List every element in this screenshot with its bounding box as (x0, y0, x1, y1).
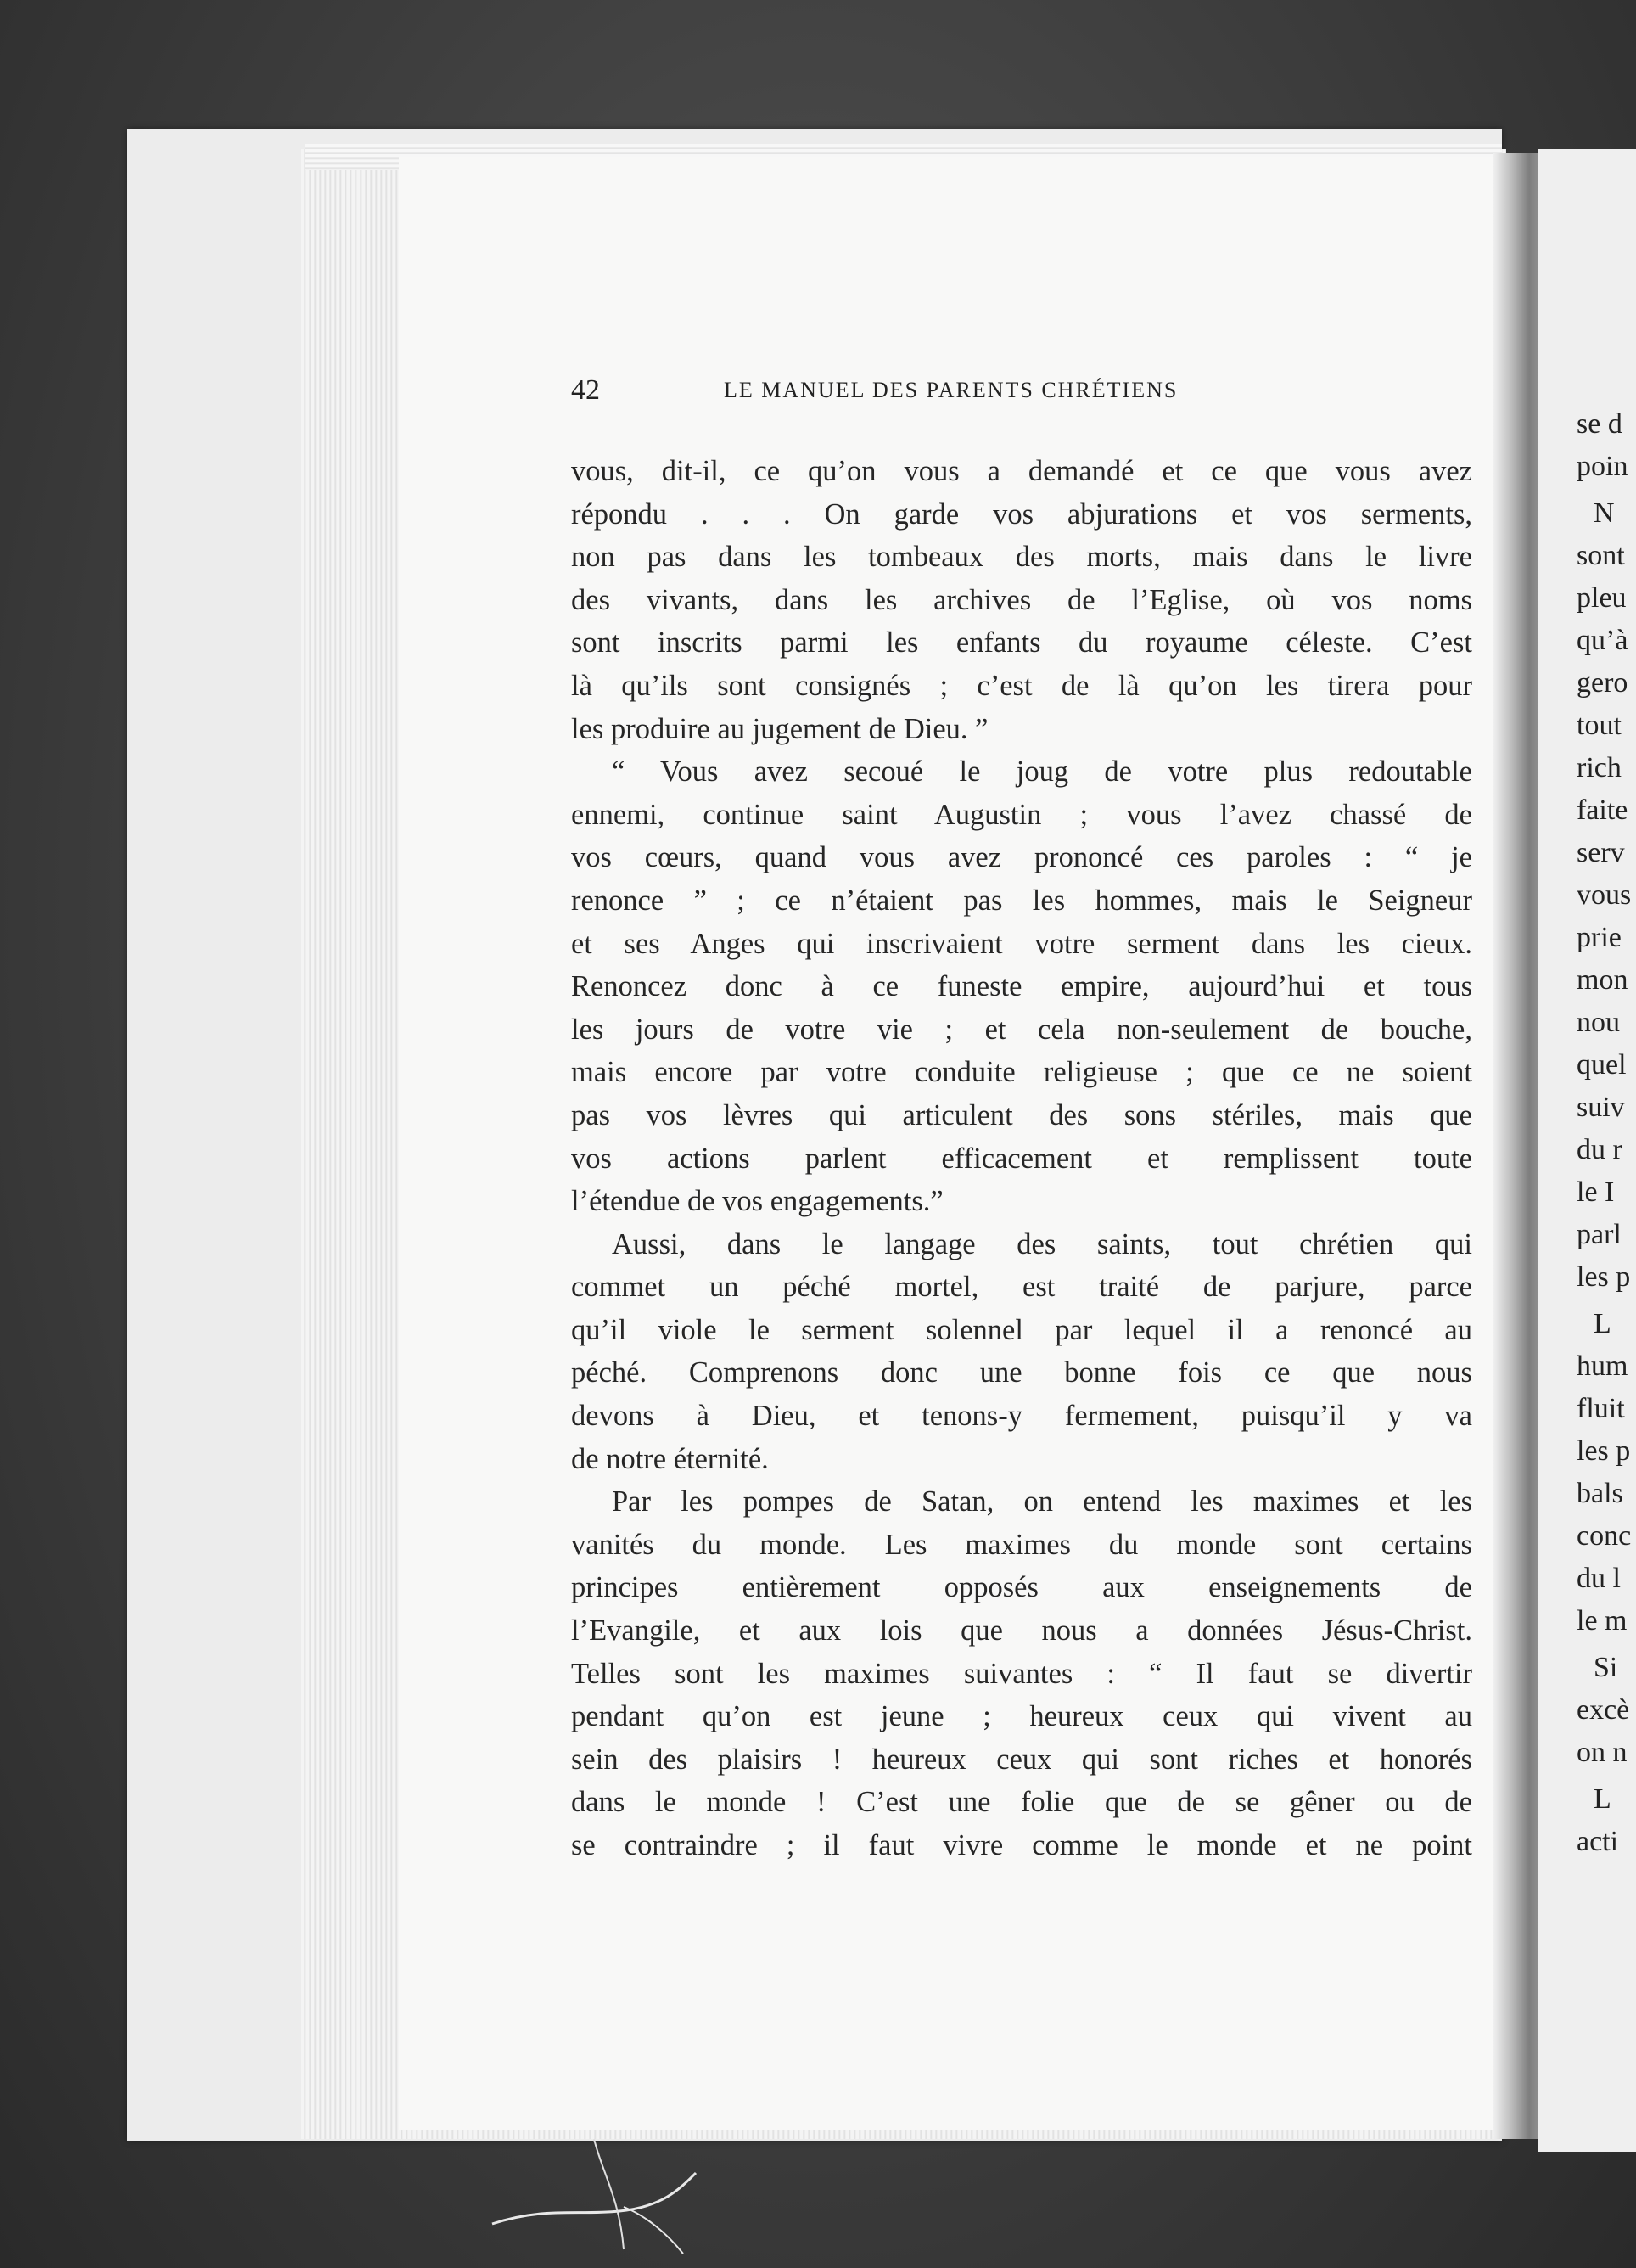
text-line: sont inscrits parmi les enfants du royaume céleste. C’est (571, 626, 1472, 660)
facing-page-line: du l (1577, 1563, 1621, 1594)
text-line: Par les pompes de Satan, on entend les maximes et les (612, 1485, 1472, 1519)
text-line: Telles sont les maximes suivantes : “ Il faut se divertir (571, 1657, 1472, 1690)
facing-page-line: on n (1577, 1737, 1628, 1768)
text-line: mais encore par votre conduite religieuse ; que ce ne soient (571, 1056, 1472, 1089)
body-text (571, 450, 1472, 1867)
text-line: l’Evangile, et aux lois que nous a données Jésus-Christ. (571, 1614, 1472, 1648)
text-line: dans le monde ! C’est une folie que de se gêner ou de (571, 1786, 1472, 1819)
text-line: devons à Dieu, et tenons-y fermement, puisqu’il y va (571, 1400, 1472, 1433)
facing-page-line: quel (1577, 1049, 1627, 1081)
text-line: les produire au jugement de Dieu. ” (571, 712, 989, 745)
facing-page-line: parl (1577, 1219, 1622, 1250)
page-number: 42 (571, 374, 600, 406)
text-line: les jours de votre vie ; et cela non-seulement de bouche, (571, 1013, 1472, 1046)
facing-page-line: le I (1577, 1176, 1615, 1208)
facing-page-line: le m (1577, 1605, 1628, 1636)
facing-page-line: Si (1594, 1652, 1618, 1683)
facing-page (1538, 149, 1636, 2152)
text-line: ennemi, continue saint Augustin ; vous l’avez chassé de (571, 798, 1472, 831)
text-line: pas vos lèvres qui articulent des sons stériles, mais que (571, 1098, 1472, 1131)
text-line: Renoncez donc à ce funeste empire, aujourd’hui et tous (571, 970, 1472, 1003)
text-line: répondu . . . On garde vos abjurations et vos serments, (571, 497, 1472, 531)
facing-page-line: hum (1577, 1350, 1628, 1382)
text-line: commet un péché mortel, est traité de parjure, parce (571, 1271, 1472, 1304)
running-title: LE MANUEL DES PARENTS CHRÉTIENS (724, 378, 1179, 402)
facing-page-line: les p (1577, 1261, 1631, 1293)
text-line: sein des plaisirs ! heureux ceux qui sont riches et honorés (571, 1743, 1472, 1776)
text-line: Aussi, dans le langage des saints, tout chrétien qui (612, 1227, 1472, 1260)
facing-page-line: serv (1577, 837, 1625, 868)
text-line: vous, dit-il, ce qu’on vous a demandé et ce que vous avez (571, 455, 1472, 487)
book-gutter-shadow (1493, 153, 1544, 2139)
facing-page-line: les p (1577, 1435, 1631, 1467)
facing-page-line: gero (1577, 667, 1628, 699)
stray-thread (475, 2122, 730, 2258)
facing-page-line: tout (1577, 710, 1622, 741)
facing-page-line: conc (1577, 1520, 1632, 1552)
text-line: non pas dans les tombeaux des morts, mais dans le livre (571, 541, 1472, 574)
facing-page-line: L (1594, 1308, 1611, 1339)
facing-page-line: du r (1577, 1134, 1622, 1165)
facing-page-line: excè (1577, 1694, 1630, 1726)
text-line: de notre éternité. (571, 1442, 769, 1475)
facing-page-line: poin (1577, 451, 1628, 482)
facing-page-line: sont (1577, 540, 1625, 571)
facing-page-line: mon (1577, 964, 1628, 996)
text-line: des vivants, dans les archives de l’Eglise, où vos noms (571, 583, 1472, 616)
text-line: vanités du monde. Les maximes du monde sont certains (571, 1528, 1472, 1561)
page-header (571, 374, 1472, 408)
text-line: “ Vous avez secoué le joug de votre plus redoutable (612, 755, 1472, 789)
facing-page-line: prie (1577, 922, 1622, 953)
facing-page-line: fluit (1577, 1393, 1625, 1424)
text-line: qu’il viole le serment solennel par lequel il a renoncé au (571, 1313, 1472, 1346)
text-line: se contraindre ; il faut vivre comme le monde et ne point (571, 1829, 1472, 1861)
facing-page-line: suiv (1577, 1092, 1625, 1123)
text-line: renonce ” ; ce n’étaient pas les hommes, mais le Seigneur (571, 884, 1472, 917)
facing-page-line: nou (1577, 1007, 1620, 1038)
facing-page-line: se d (1577, 408, 1622, 440)
text-line: pendant qu’on est jeune ; heureux ceux qui vivent au (571, 1700, 1472, 1733)
text-line: vos actions parlent efficacement et remplissent toute (571, 1142, 1472, 1175)
facing-page-line: rich (1577, 752, 1622, 783)
facing-page-line: acti (1577, 1826, 1619, 1857)
facing-page-line: N (1594, 497, 1615, 529)
facing-page-line: pleu (1577, 582, 1627, 614)
facing-page-line: faite (1577, 794, 1628, 826)
text-line: principes entièrement opposés aux enseignements de (571, 1571, 1472, 1604)
text-line: péché. Comprenons donc une bonne fois ce que nous (571, 1356, 1472, 1389)
facing-page-line: vous (1577, 879, 1632, 911)
facing-page-line: qu’à (1577, 625, 1628, 656)
text-line: vos cœurs, quand vous avez prononcé ces paroles : “ je (571, 841, 1472, 874)
facing-page-line: bals (1577, 1478, 1623, 1509)
facing-page-line: L (1594, 1783, 1611, 1815)
text-line: l’étendue de vos engagements.” (571, 1185, 944, 1218)
text-line: et ses Anges qui inscrivaient votre serment dans les cieux. (571, 927, 1472, 960)
text-line: là qu’ils sont consignés ; c’est de là qu’on les tirera pour (571, 669, 1472, 702)
